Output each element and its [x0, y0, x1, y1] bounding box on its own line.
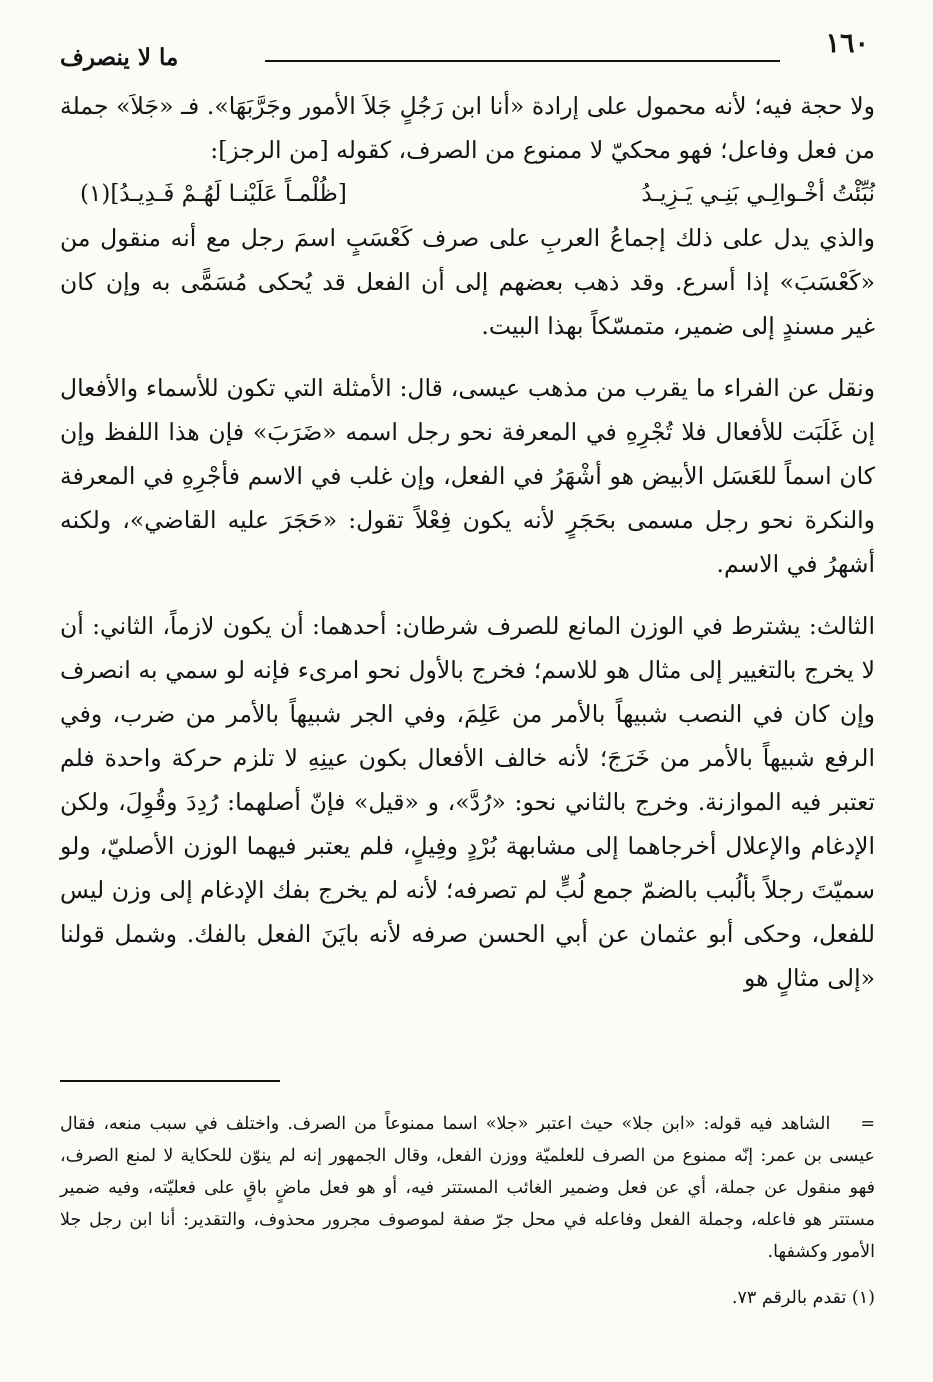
verse-first-hemistich: نُبِّئْتُ أخْـوالِـي بَنِـي يَـزِيـدُ: [641, 181, 875, 207]
footnotes: [60, 1108, 875, 1314]
footnote-continuation-text: الشاهد فيه قوله: «ابن جلا» حيث اعتبر «جلا» اسما ممنوعاً من الصرف. واختلف في سبب منعه، فقال عيسى بن عمر: إنّه ممنوع من الصرف للعلميّة ووزن الفعل، وقال الجمهور إنه لم ينوّن للحكاية لا لمنع الصرف، فهو منقول عن جملة، أي عن فعل وضمير الغائب المستتر فيه، أو هو فعل ماضٍ باقٍ على فعليّته، وفيه ضمير مستتر هو فاعله، وجملة الفعل وفاعله في محل جرّ صفة لموصوف مجرور محذوف، والتقدير: أنا ابن رجل جلا الأمور وكشفها.: [60, 1114, 875, 1262]
poetry-verse: [60, 172, 875, 216]
paragraph-3: ونقل عن الفراء ما يقرب من مذهب عيسى، قال: الأمثلة التي تكون للأسماء والأفعال إن غَلَبَت للأفعال فلا تُجْرِهِ في المعرفة نحو رجل اسمه «ضَرَبَ» فإن هذا اللفظ وإن كان اسماً للعَسَل الأبيض هو أشْهَرُ في الفعل، وإن غلب في الاسم فأجْرِهِ في المعرفة والنكرة نحو رجل مسمى بحَجَرٍ لأنه يكون فِعْلاً تقول: «حَجَرَ عليه القاضي»، ولكنه أشهرُ في الاسم.: [60, 374, 875, 578]
header-rule: [265, 60, 780, 62]
running-title: ما لا ينصرف: [60, 44, 179, 71]
main-text: [60, 84, 875, 1000]
paragraph-4: الثالث: يشترط في الوزن المانع للصرف شرطان: أحدهما: أن يكون لازماً، الثاني: أن لا يخرج بالتغيير إلى مثال هو للاسم؛ فخرج بالأول نحو امرىء فإنه لو سمي به انصرف وإن كان في النصب شبيهاً بالأمر من عَلِمَ، وفي الجر شبيهاً بالأمر من ضرب، وفي الرفع شبيهاً بالأمر من خَرَجَ؛ لأنه خالف الأفعال بكون عينِهِ لا تلزم حركة واحدة فلم تعتبر فيه الموازنة. وخرج بالثاني نحو: «رُدَّ»، و «قيل» فإنّ أصلهما: رُدِدَ وقُوِلَ، ولكن الإدغام والإعلال أخرجاهما إلى مشابهة بُرْدٍ وفِيلٍ، فلم يعتبر فيهما الوزن الأصليّ، ولو سميّتَ رجلاً بألُبب بالضمّ جمع لُبٍّ لم تصرفه؛ لأنه لم يخرج بفك الإدغام إلى وزن ليس للفعل، وحكى أبو عثمان عن أبي الحسن صرفه لأنه بايَنَ الفعل بالفك. وشمل قولنا «إلى مثالٍ هو: [60, 612, 875, 992]
footnote-separator: [60, 1080, 280, 1082]
footnote-1: (١) تقدم بالرقم ٧٣.: [731, 1288, 875, 1308]
page-header: [60, 20, 875, 70]
verse-second-hemistich: [ظُلْمـاً عَلَيْنـا لَهُـمْ فَـدِيـدُ](١): [80, 181, 347, 207]
paragraph-2: والذي يدل على ذلك إجماعُ العربِ على صرف كَعْسَبٍ اسمَ رجل مع أنه منقول من «كَعْسَبَ» إذا أسرع. وقد ذهب بعضهم إلى أن الفعل قد يُحكى مُسَمًّى به وإن كان غير مسندٍ إلى ضمير، متمسّكاً بهذا البيت.: [60, 224, 875, 340]
continuation-mark: =: [860, 1114, 875, 1134]
paragraph-1: ولا حجة فيه؛ لأنه محمول على إرادة «أنا ابن رَجُلٍ جَلاَ الأمور وجَرَّبَهَا». فـ «جَلاَ» جملة من فعل وفاعل؛ فهو محكيّ لا ممنوع من الصرف، كقوله [من الرجز]:: [60, 92, 875, 164]
page-number: ١٦٠: [825, 28, 869, 59]
footnote-continuation: [60, 1108, 875, 1268]
